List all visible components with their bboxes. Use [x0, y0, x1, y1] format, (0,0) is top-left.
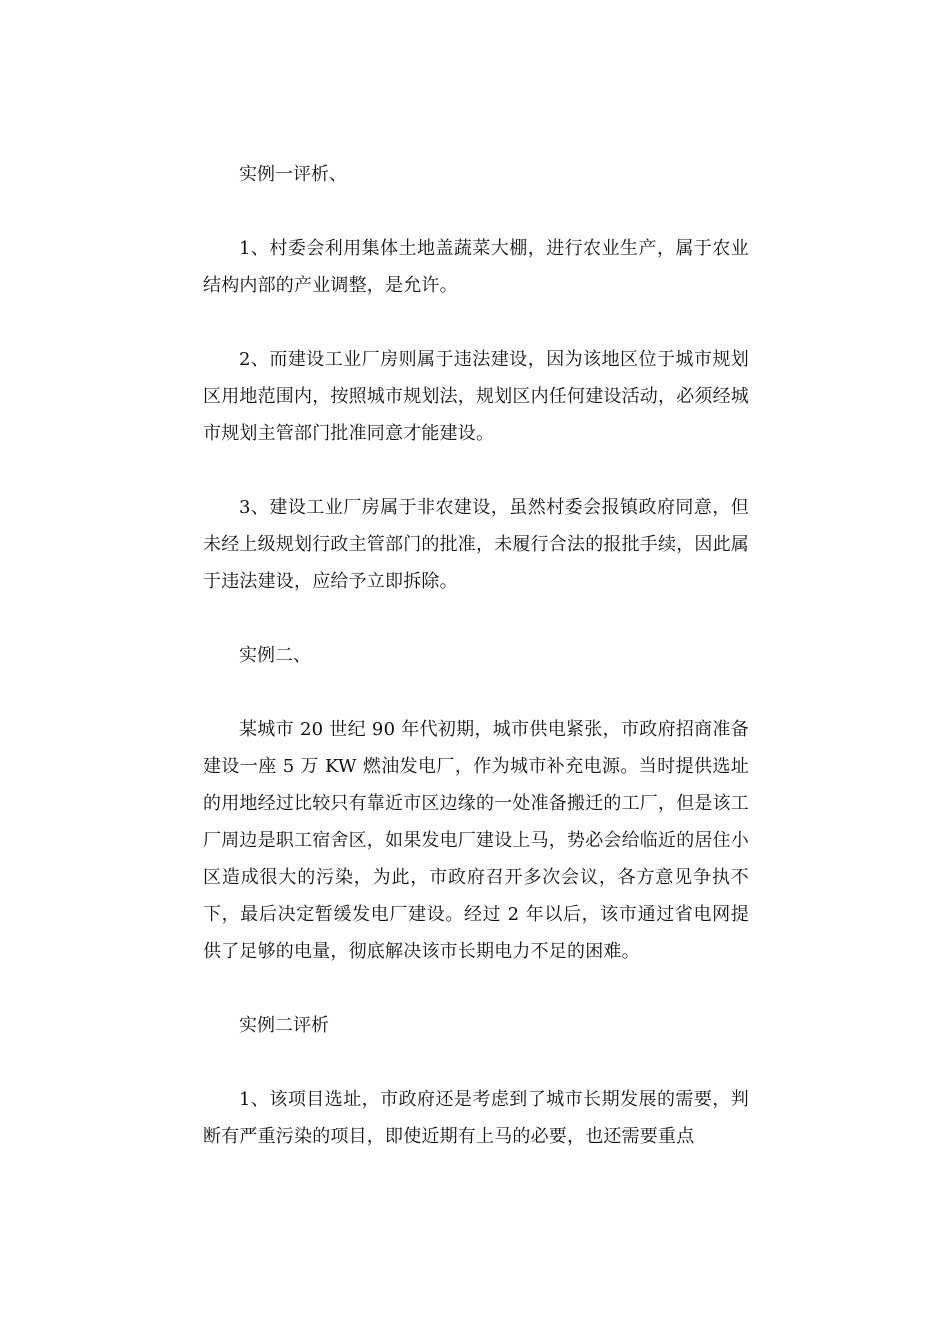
- paragraph-case1-point2: 2、而建设工业厂房则属于违法建设，因为该地区位于城市规划区用地范围内，按照城市规划法，规划区内任何建设活动，必须经城市规划主管部门批准同意才能建设。: [203, 349, 749, 444]
- paragraph-case2-description: 某城市 20 世纪 90 年代初期，城市供电紧张，市政府招商准备建设一座 5 万 KW 燃油发电厂，作为城市补充电源。当时提供选址的用地经过比较只有靠近市区边缘的一处准备搬迁的工厂，但是该工厂周边是职工宿舍区，如果发电厂建设上马，势必会给临近的居住小区造成很大的污染，为此，市政府召开多次会议，各方意见争执不下，最后决定暂缓发电厂建设。经过 2 年以后，该市通过省电网提供了足够的电量，彻底解决该市长期电力不足的困难。: [203, 719, 749, 962]
- section-heading-case2: 实例二、: [239, 645, 311, 666]
- paragraph-case1-point1: 1、村委会利用集体土地盖蔬菜大棚，进行农业生产，属于农业结构内部的产业调整，是允许。: [203, 238, 749, 296]
- document-body: [203, 156, 749, 1192]
- paragraph-case1-point3: 3、建设工业厂房属于非农建设，虽然村委会报镇政府同意，但未经上级规划行政主管部门的批准，未履行合法的报批手续，因此属于违法建设，应给予立即拆除。: [203, 497, 749, 592]
- paragraph-case2-point1: 1、该项目选址，市政府还是考虑到了城市长期发展的需要，判断有严重污染的项目，即使近期有上马的必要，也还需要重点: [203, 1089, 749, 1147]
- section-heading-case1-analysis: 实例一评析、: [239, 164, 347, 185]
- section-heading-case2-analysis: 实例二评析: [239, 1015, 329, 1036]
